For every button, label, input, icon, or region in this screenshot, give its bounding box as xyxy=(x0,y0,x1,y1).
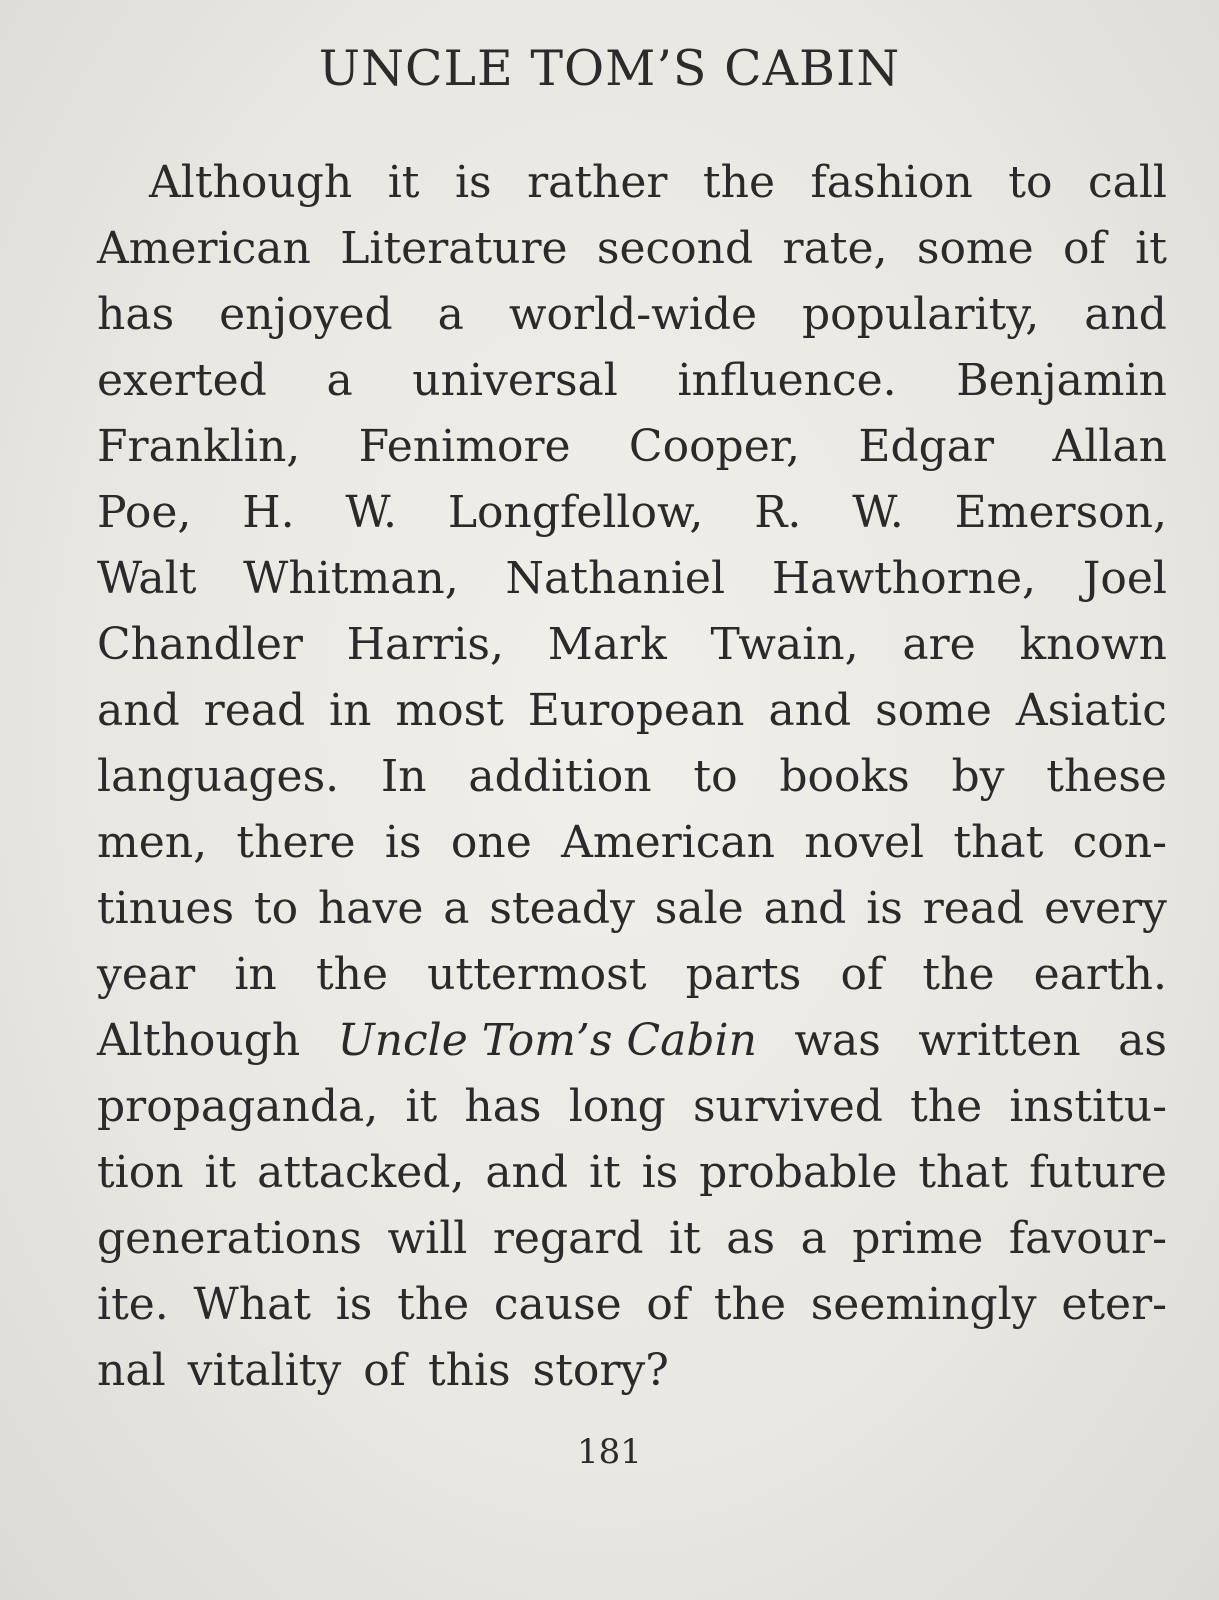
word: of xyxy=(646,1279,690,1330)
word: Joel xyxy=(1082,553,1167,604)
word: second xyxy=(596,223,754,274)
text-line xyxy=(97,1074,1167,1140)
word: in xyxy=(329,685,372,736)
word: known xyxy=(1019,619,1167,670)
word: one xyxy=(450,817,532,868)
word: American xyxy=(561,817,775,868)
word: Benjamin xyxy=(956,355,1167,406)
word: Hawthorne, xyxy=(771,553,1036,604)
word: W. xyxy=(852,487,904,538)
word: is xyxy=(641,1147,679,1198)
text-line xyxy=(97,348,1167,414)
word: rate, xyxy=(782,223,888,274)
word: R. xyxy=(754,487,802,538)
page-number: 181 xyxy=(577,1432,642,1472)
word: Fenimore xyxy=(358,421,571,472)
word: propaganda, xyxy=(97,1081,379,1132)
text-line xyxy=(97,546,1167,612)
word: probable xyxy=(699,1147,898,1198)
word: that xyxy=(918,1147,1009,1198)
word: written xyxy=(918,1015,1081,1066)
word: addition xyxy=(468,751,652,802)
word: the xyxy=(315,949,388,1000)
word: Although xyxy=(149,157,353,208)
word: it xyxy=(669,1213,701,1264)
word: prime xyxy=(852,1213,984,1264)
word: it xyxy=(1135,223,1167,274)
word: is xyxy=(454,157,492,208)
word: eter- xyxy=(1061,1279,1167,1330)
word: world-wide xyxy=(508,289,758,340)
word: will xyxy=(387,1213,468,1264)
word: Chandler xyxy=(97,619,303,670)
text-line xyxy=(97,744,1167,810)
word: is xyxy=(866,883,903,934)
word: In xyxy=(380,751,427,802)
word: is xyxy=(335,1279,373,1330)
word: in xyxy=(234,949,277,1000)
word: rather xyxy=(527,157,668,208)
word: Edgar xyxy=(858,421,995,472)
text-line xyxy=(97,1008,1167,1074)
word: and xyxy=(768,685,852,736)
word: a xyxy=(443,883,470,934)
word: of xyxy=(840,949,884,1000)
word: Asiatic xyxy=(1015,685,1167,736)
word: of xyxy=(363,1345,406,1396)
word: seemingly xyxy=(810,1279,1037,1330)
word: call xyxy=(1087,157,1167,208)
word: men, xyxy=(97,817,208,868)
word: steady xyxy=(489,883,635,934)
word: con- xyxy=(1072,817,1167,868)
text-line xyxy=(97,1338,1167,1404)
word: sale xyxy=(654,883,744,934)
word: Franklin, xyxy=(97,421,301,472)
word: it xyxy=(204,1147,237,1198)
word: it xyxy=(588,1147,621,1198)
word: Poe, xyxy=(97,487,192,538)
text-line xyxy=(97,810,1167,876)
word: long xyxy=(568,1081,666,1132)
word: ite. xyxy=(97,1279,169,1330)
word: read xyxy=(922,883,1025,934)
word: that xyxy=(953,817,1044,868)
word: survived xyxy=(692,1081,883,1132)
word: Although xyxy=(97,1015,301,1066)
word: the xyxy=(713,1279,786,1330)
word: cause xyxy=(493,1279,622,1330)
body-paragraph xyxy=(97,150,1167,1404)
word: Harris, xyxy=(346,619,504,670)
word: earth. xyxy=(1033,949,1167,1000)
word: and xyxy=(485,1147,569,1198)
word: a xyxy=(437,289,464,340)
word: tinues xyxy=(97,883,235,934)
word: year xyxy=(97,949,196,1000)
word: of xyxy=(1063,223,1106,274)
word: the xyxy=(397,1279,470,1330)
word: some xyxy=(916,223,1034,274)
word: Allan xyxy=(1052,421,1167,472)
word: Nathaniel xyxy=(505,553,726,604)
word: favour- xyxy=(1008,1213,1167,1264)
word: enjoyed xyxy=(219,289,393,340)
word: tion xyxy=(97,1147,184,1198)
word: by xyxy=(951,751,1005,802)
word: uttermost xyxy=(427,949,647,1000)
word: there xyxy=(236,817,356,868)
word: and xyxy=(763,883,847,934)
word: the xyxy=(910,1081,983,1132)
word: read xyxy=(203,685,306,736)
word: as xyxy=(1118,1015,1167,1066)
word: the xyxy=(702,157,775,208)
word: attacked, xyxy=(257,1147,465,1198)
word: exerted xyxy=(97,355,267,406)
word: to xyxy=(253,883,299,934)
text-line xyxy=(97,876,1167,942)
word: universal xyxy=(412,355,618,406)
word: a xyxy=(326,355,353,406)
text-line xyxy=(97,1140,1167,1206)
word: novel xyxy=(804,817,925,868)
word: What xyxy=(193,1279,311,1330)
word: Longfellow, xyxy=(447,487,704,538)
word: nal xyxy=(97,1345,166,1396)
word: influence. xyxy=(677,355,897,406)
word: as xyxy=(726,1213,776,1264)
word: future xyxy=(1029,1147,1167,1198)
word: and xyxy=(97,685,180,736)
text-line xyxy=(97,150,1167,216)
word: has xyxy=(97,289,175,340)
word: the xyxy=(922,949,995,1000)
text-line xyxy=(97,612,1167,678)
word: vitality xyxy=(187,1345,342,1396)
word: it xyxy=(405,1081,438,1132)
word: was xyxy=(794,1015,881,1066)
text-line xyxy=(97,216,1167,282)
word: fashion xyxy=(810,157,973,208)
text-line xyxy=(97,1206,1167,1272)
word: institu- xyxy=(1009,1081,1167,1132)
word: some xyxy=(875,685,992,736)
word: most xyxy=(395,685,504,736)
word: has xyxy=(464,1081,542,1132)
word: Mark xyxy=(547,619,667,670)
word: books xyxy=(779,751,910,802)
word: generations xyxy=(97,1213,363,1264)
running-head: UNCLE TOM’S CABIN xyxy=(318,40,901,97)
word: regard xyxy=(492,1213,644,1264)
word: have xyxy=(317,883,424,934)
text-line xyxy=(97,678,1167,744)
word: H. xyxy=(242,487,295,538)
word: Emerson, xyxy=(954,487,1167,538)
word: it xyxy=(387,157,420,208)
word: a xyxy=(800,1213,827,1264)
word: W. xyxy=(345,487,397,538)
text-line xyxy=(97,1272,1167,1338)
word: every xyxy=(1044,883,1167,934)
word: languages. xyxy=(97,751,340,802)
word: Walt xyxy=(97,553,197,604)
word: is xyxy=(384,817,422,868)
word: American xyxy=(97,223,311,274)
word: Literature xyxy=(340,223,568,274)
word: popularity, xyxy=(802,289,1040,340)
word: European xyxy=(527,685,745,736)
word: to xyxy=(693,751,738,802)
word: Whitman, xyxy=(243,553,459,604)
book-title-italic: Uncle Tom’s Cabin xyxy=(337,1015,757,1066)
word: parts xyxy=(685,949,802,1000)
word: story? xyxy=(532,1345,669,1396)
text-line xyxy=(97,480,1167,546)
text-line xyxy=(97,414,1167,480)
word: and xyxy=(1084,289,1167,340)
word: to xyxy=(1008,157,1053,208)
text-line xyxy=(97,942,1167,1008)
word: Twain, xyxy=(710,619,859,670)
word: Cooper, xyxy=(628,421,800,472)
word: this xyxy=(427,1345,511,1396)
word: are xyxy=(902,619,976,670)
text-line xyxy=(97,282,1167,348)
word: these xyxy=(1046,751,1167,802)
